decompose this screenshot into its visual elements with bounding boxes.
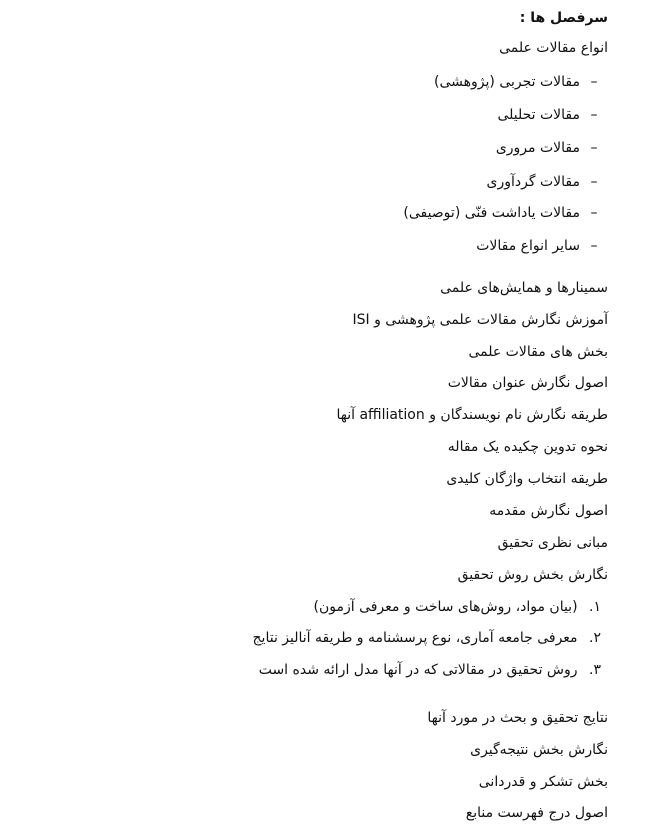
dash-bullet: – bbox=[590, 74, 598, 90]
topic-line: طریقه نگارش نام نویسندگان و affiliation آنها bbox=[336, 407, 608, 423]
dash-bullet: – bbox=[590, 205, 598, 221]
topic-line: اصول درج فهرست منابع bbox=[465, 805, 608, 821]
article-type-item bbox=[496, 138, 608, 158]
method-item bbox=[314, 597, 609, 617]
article-type-text: مقالات یاداشت فنّی (توصیفی) bbox=[403, 205, 580, 221]
dash-bullet: – bbox=[590, 174, 598, 190]
article-type-text: سایر انواع مقالات bbox=[476, 238, 580, 254]
topic-line: نگارش بخش نتیجه‌گیری bbox=[470, 742, 608, 758]
dash-bullet: – bbox=[590, 107, 598, 123]
outline-heading: سرفصل ها : bbox=[519, 10, 608, 26]
method-item-text: معرفی جامعه آماری، نوع پرسشنامه و طریقه آنالیز نتایج bbox=[252, 630, 578, 646]
topic-line: نتایج تحقیق و بحث در مورد آنها bbox=[427, 710, 608, 726]
method-item-text: روش تحقیق در مقالاتی که در آنها مدل ارائه شده است bbox=[258, 662, 578, 678]
article-type-text: مقالات مروری bbox=[495, 140, 580, 156]
topic-line: اصول نگارش عنوان مقالات bbox=[447, 375, 608, 391]
topic-line: طریقه انتخاب واژگان کلیدی bbox=[446, 471, 608, 487]
dash-bullet: – bbox=[590, 140, 598, 156]
dash-bullet: – bbox=[590, 238, 598, 254]
topic-line: بخش های مقالات علمی bbox=[468, 344, 608, 360]
topic-line: اصول نگارش مقدمه bbox=[489, 503, 608, 519]
article-type-item bbox=[497, 105, 608, 125]
article-type-item bbox=[434, 72, 608, 92]
article-type-item bbox=[403, 203, 608, 223]
topic-line: مبانی نظری تحقیق bbox=[497, 535, 608, 551]
method-item bbox=[259, 660, 608, 680]
topic-line: آموزش نگارش مقالات علمی پژوهشی و ISI bbox=[352, 312, 608, 328]
topic-line: نحوه تدوین چکیده یک مقاله bbox=[447, 439, 608, 455]
item-number: ۱. bbox=[589, 599, 601, 615]
item-number: ۳. bbox=[589, 662, 601, 678]
article-type-item bbox=[487, 172, 608, 192]
item-number: ۲. bbox=[589, 630, 601, 646]
article-type-text: مقالات تجربی (پژوهشی) bbox=[434, 74, 580, 90]
method-item-text: (بیان مواد، روش‌های ساخت و معرفی آزمون) bbox=[313, 599, 578, 615]
method-item bbox=[253, 628, 608, 648]
article-types-title: انواع مقالات علمی bbox=[499, 40, 608, 56]
topic-line: نگارش بخش روش تحقیق bbox=[457, 567, 608, 583]
article-type-text: مقالات تحلیلی bbox=[497, 107, 580, 123]
article-type-item bbox=[476, 236, 608, 256]
article-type-text: مقالات گردآوری bbox=[486, 174, 580, 190]
topic-line: بخش تشکر و قدردانی bbox=[478, 774, 608, 790]
topic-line: سمینارها و همایش‌های علمی bbox=[440, 280, 608, 296]
